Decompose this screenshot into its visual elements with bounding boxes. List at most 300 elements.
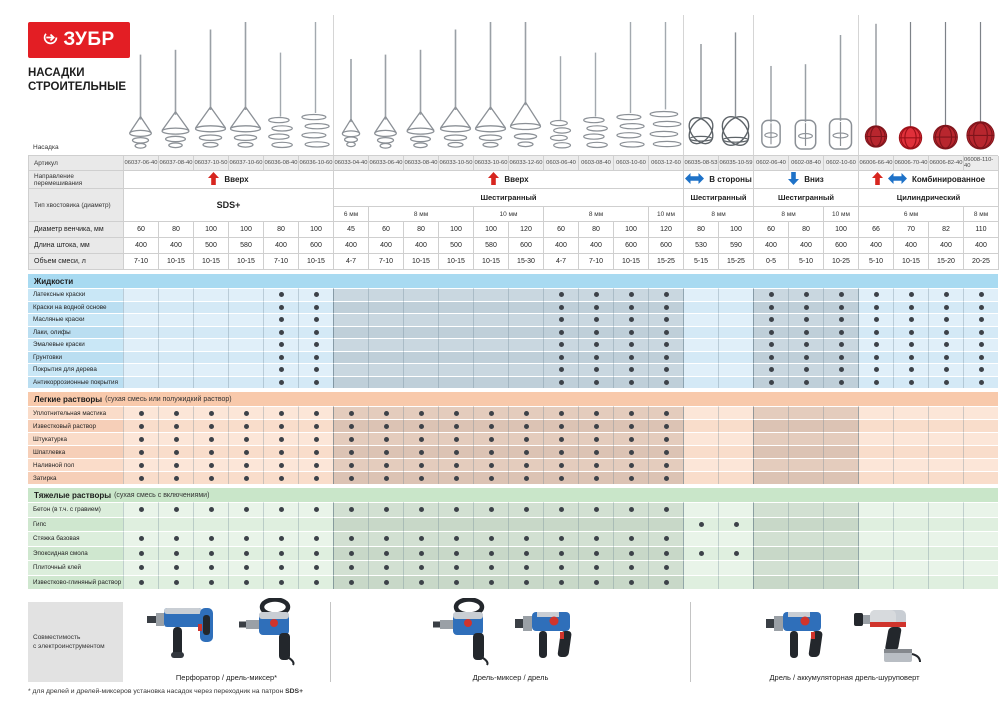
compatibility-dot bbox=[804, 355, 809, 360]
compatibility-cell bbox=[333, 575, 368, 590]
compatibility-cell bbox=[683, 546, 718, 561]
cone-paddle bbox=[473, 15, 508, 155]
compatibility-cell bbox=[263, 517, 298, 532]
compatibility-cell bbox=[298, 531, 333, 546]
compatibility-dot bbox=[664, 507, 669, 512]
compatibility-cell bbox=[858, 560, 893, 575]
compatibility-label: Совместимость с электроинструментом bbox=[28, 602, 123, 682]
volume-value: 0-5 bbox=[754, 254, 789, 270]
compatibility-dot bbox=[349, 450, 354, 455]
compatibility-dot bbox=[839, 305, 844, 310]
brand-name: ЗУБР bbox=[63, 29, 115, 50]
cage-paddle bbox=[683, 15, 718, 155]
compatibility-cell bbox=[473, 471, 508, 484]
compatibility-cell bbox=[928, 546, 963, 561]
compatibility-dot bbox=[454, 437, 459, 442]
compatibility-cell bbox=[578, 458, 613, 471]
compatibility-dot bbox=[524, 536, 529, 541]
compatibility-cell bbox=[963, 363, 998, 376]
compatibility-cell bbox=[788, 458, 823, 471]
compatibility-dot bbox=[839, 355, 844, 360]
product-matrix-table bbox=[28, 15, 998, 589]
compatibility-dot bbox=[454, 580, 459, 585]
compatibility-cell bbox=[788, 301, 823, 314]
compatibility-cell bbox=[263, 351, 298, 364]
compatibility-cell bbox=[508, 546, 543, 561]
compatibility-cell bbox=[508, 432, 543, 445]
material-label: Известково-глиняный раствор bbox=[28, 575, 123, 590]
compatibility-cell bbox=[928, 351, 963, 364]
compatibility-dot bbox=[804, 380, 809, 385]
compatibility-dot bbox=[244, 551, 249, 556]
compatibility-cell bbox=[438, 531, 473, 546]
compatibility-dot bbox=[909, 367, 914, 372]
compatibility-dot bbox=[979, 317, 984, 322]
compatibility-dot bbox=[524, 450, 529, 455]
diameter-value: 80 bbox=[684, 222, 719, 238]
length-value: 400 bbox=[579, 238, 614, 254]
shank-size-row bbox=[334, 207, 684, 222]
compatibility-dot bbox=[279, 330, 284, 335]
compatibility-cell bbox=[963, 546, 998, 561]
left-right-arrow-icon bbox=[685, 173, 704, 186]
compatibility-dot bbox=[769, 355, 774, 360]
material-row bbox=[28, 363, 998, 376]
compatibility-dot bbox=[909, 330, 914, 335]
compatibility-cell bbox=[893, 338, 928, 351]
compatibility-cell bbox=[123, 575, 158, 590]
compatibility-cell bbox=[858, 432, 893, 445]
compatibility-cell bbox=[368, 351, 403, 364]
article-row bbox=[29, 156, 998, 171]
compatibility-cell bbox=[613, 326, 648, 339]
volume-value: 15-25 bbox=[649, 254, 684, 270]
compatibility-cell bbox=[683, 560, 718, 575]
material-row bbox=[28, 406, 998, 419]
compatibility-dot bbox=[384, 463, 389, 468]
compatibility-cell bbox=[648, 517, 683, 532]
compatibility-cell bbox=[718, 406, 753, 419]
compatibility-cell bbox=[158, 432, 193, 445]
compatibility-cell bbox=[858, 338, 893, 351]
compatibility-cell bbox=[753, 575, 788, 590]
article-cell: 0603-06-40 bbox=[544, 156, 579, 171]
shank-size: 6 мм bbox=[334, 207, 369, 222]
compatibility-cell bbox=[543, 517, 578, 532]
compatibility-dot bbox=[279, 507, 284, 512]
compatibility-dot bbox=[979, 355, 984, 360]
article-cell: 06037-10-60 bbox=[229, 156, 264, 171]
article-cell: 06008-110-40 bbox=[964, 156, 999, 171]
compatibility-dot bbox=[629, 580, 634, 585]
compatibility-cell bbox=[893, 531, 928, 546]
volume-value: 5-15 bbox=[684, 254, 719, 270]
compatibility-dot bbox=[594, 551, 599, 556]
compatibility-cell bbox=[858, 406, 893, 419]
compatibility-dot bbox=[629, 355, 634, 360]
compatibility-cell bbox=[298, 288, 333, 301]
compatibility-cell bbox=[928, 338, 963, 351]
compatibility-dot bbox=[559, 536, 564, 541]
material-row bbox=[28, 338, 998, 351]
compatibility-cell bbox=[858, 575, 893, 590]
compatibility-cell bbox=[543, 471, 578, 484]
material-row bbox=[28, 531, 998, 546]
compatibility-dot bbox=[769, 317, 774, 322]
compatibility-cell bbox=[298, 432, 333, 445]
article-cell: 06037-06-40 bbox=[124, 156, 159, 171]
ball-paddle bbox=[928, 15, 963, 155]
compatibility-dot bbox=[174, 424, 179, 429]
compatibility-cell bbox=[473, 288, 508, 301]
compatibility-cell bbox=[648, 301, 683, 314]
compatibility-cell bbox=[228, 432, 263, 445]
compatibility-cell bbox=[753, 560, 788, 575]
section-liquids bbox=[28, 270, 998, 388]
ball-paddle bbox=[963, 15, 998, 155]
compatibility-dot bbox=[559, 580, 564, 585]
material-row bbox=[28, 326, 998, 339]
compatibility-cell bbox=[368, 301, 403, 314]
compatibility-cell bbox=[823, 560, 858, 575]
compatibility-dot bbox=[384, 536, 389, 541]
compatibility-cell bbox=[683, 445, 718, 458]
compatibility-cell bbox=[438, 288, 473, 301]
article-cell: 06036-08-40 bbox=[264, 156, 299, 171]
compatibility-dot bbox=[699, 551, 704, 556]
shank-size: 8 мм bbox=[369, 207, 474, 222]
cone-paddle bbox=[333, 15, 368, 155]
compatibility-dot bbox=[944, 342, 949, 347]
compatibility-cell bbox=[333, 351, 368, 364]
compatibility-cell bbox=[123, 560, 158, 575]
compatibility-dot bbox=[209, 463, 214, 468]
icon-drill bbox=[764, 602, 842, 671]
compatibility-cell bbox=[228, 406, 263, 419]
compatibility-cell bbox=[298, 301, 333, 314]
compatibility-cell bbox=[158, 351, 193, 364]
compatibility-dot bbox=[594, 437, 599, 442]
compatibility-cell bbox=[263, 313, 298, 326]
compatibility-cell bbox=[193, 363, 228, 376]
compatibility-cell bbox=[718, 351, 753, 364]
compatibility-cell bbox=[823, 517, 858, 532]
compatibility-dot bbox=[594, 424, 599, 429]
compatibility-dot bbox=[524, 507, 529, 512]
compatibility-dot bbox=[349, 463, 354, 468]
compatibility-dot bbox=[594, 305, 599, 310]
compatibility-cell bbox=[648, 326, 683, 339]
compatibility-dot bbox=[209, 507, 214, 512]
compatibility-dot bbox=[244, 463, 249, 468]
compatibility-cell bbox=[193, 531, 228, 546]
compatibility-cell bbox=[788, 445, 823, 458]
compatibility-cell bbox=[718, 313, 753, 326]
paddle-images-row bbox=[28, 15, 998, 155]
compatibility-cell bbox=[893, 419, 928, 432]
compatibility-cell bbox=[368, 363, 403, 376]
section-light bbox=[28, 388, 998, 484]
compatibility-dot bbox=[524, 424, 529, 429]
material-label: Штукатурка bbox=[28, 432, 123, 445]
length-value: 400 bbox=[404, 238, 439, 254]
compatibility-cell bbox=[508, 531, 543, 546]
compatibility-cell bbox=[193, 326, 228, 339]
compatibility-cell bbox=[438, 338, 473, 351]
material-row bbox=[28, 351, 998, 364]
compatibility-cell bbox=[578, 560, 613, 575]
compatibility-dot bbox=[839, 292, 844, 297]
compatibility-dot bbox=[314, 507, 319, 512]
compatibility-dot bbox=[384, 476, 389, 481]
compatibility-cell bbox=[263, 376, 298, 389]
compatibility-dot bbox=[979, 305, 984, 310]
compatibility-dot bbox=[349, 437, 354, 442]
compatibility-dot bbox=[559, 507, 564, 512]
shank-type: Шестигранный bbox=[684, 189, 754, 207]
compatibility-dot bbox=[279, 355, 284, 360]
compatibility-cell bbox=[928, 376, 963, 389]
compatibility-cell bbox=[333, 560, 368, 575]
compatibility-dot bbox=[139, 411, 144, 416]
compatibility-cell bbox=[438, 351, 473, 364]
material-label: Уплотнительная мастика bbox=[28, 406, 123, 419]
diameter-value: 80 bbox=[579, 222, 614, 238]
compatibility-dot bbox=[559, 342, 564, 347]
compatibility-dot bbox=[769, 380, 774, 385]
shank-group-hex-up bbox=[334, 189, 684, 222]
compatibility-cell bbox=[928, 575, 963, 590]
article-cell: 06033-06-40 bbox=[369, 156, 404, 171]
compatibility-cell bbox=[718, 458, 753, 471]
compatibility-cell bbox=[963, 288, 998, 301]
compatibility-cell bbox=[298, 338, 333, 351]
compatibility-cell bbox=[508, 363, 543, 376]
compatibility-dot bbox=[629, 463, 634, 468]
compatibility-cell bbox=[578, 301, 613, 314]
compatibility-cell bbox=[543, 376, 578, 389]
compatibility-cell bbox=[858, 376, 893, 389]
compatibility-cell bbox=[298, 560, 333, 575]
section-title: Легкие растворы bbox=[34, 394, 103, 404]
compatibility-dot bbox=[174, 411, 179, 416]
compatibility-cell bbox=[893, 517, 928, 532]
compatibility-dot bbox=[559, 463, 564, 468]
icon-cordless-screwdriver bbox=[852, 598, 926, 671]
compatibility-dot bbox=[489, 463, 494, 468]
shank-size: 8 мм bbox=[684, 207, 754, 222]
cone-paddle bbox=[403, 15, 438, 155]
compatibility-cell bbox=[683, 419, 718, 432]
compatibility-dot bbox=[384, 580, 389, 585]
material-label: Масляные краски bbox=[28, 313, 123, 326]
compatibility-dot bbox=[629, 424, 634, 429]
compatibility-dot bbox=[279, 476, 284, 481]
compatibility-dot bbox=[804, 330, 809, 335]
compatibility-cell bbox=[508, 445, 543, 458]
compatibility-cell bbox=[613, 560, 648, 575]
compatibility-dot bbox=[209, 476, 214, 481]
shank-size: 8 мм bbox=[964, 207, 999, 222]
compatibility-dot bbox=[384, 507, 389, 512]
compatibility-dot bbox=[419, 476, 424, 481]
compatibility-cell bbox=[613, 471, 648, 484]
compatibility-cell bbox=[578, 376, 613, 389]
article-cell: 06006-82-40 bbox=[929, 156, 964, 171]
compatibility-cell bbox=[193, 419, 228, 432]
compatibility-dot bbox=[419, 551, 424, 556]
compatibility-dot bbox=[944, 330, 949, 335]
compatibility-cell bbox=[543, 363, 578, 376]
article-cell: 06006-66-40 bbox=[859, 156, 894, 171]
compatibility-dot bbox=[349, 507, 354, 512]
compatibility-cell bbox=[963, 351, 998, 364]
compatibility-dot bbox=[454, 411, 459, 416]
volume-value: 15-25 bbox=[719, 254, 754, 270]
compatibility-dot bbox=[314, 476, 319, 481]
compatibility-dot bbox=[174, 463, 179, 468]
compatibility-cell bbox=[718, 517, 753, 532]
compatibility-cell bbox=[718, 575, 753, 590]
compatibility-cell bbox=[508, 458, 543, 471]
compatibility-cell bbox=[613, 432, 648, 445]
compatibility-cell bbox=[648, 432, 683, 445]
shank-group-sides bbox=[684, 189, 754, 222]
compatibility-cell bbox=[158, 531, 193, 546]
compatibility-cell bbox=[368, 313, 403, 326]
material-row bbox=[28, 432, 998, 445]
compatibility-dot bbox=[664, 411, 669, 416]
compatibility-dot bbox=[594, 330, 599, 335]
compatibility-dot bbox=[559, 565, 564, 570]
compatibility-cell bbox=[508, 351, 543, 364]
compatibility-cell bbox=[718, 546, 753, 561]
compatibility-dot bbox=[244, 476, 249, 481]
compatibility-cell bbox=[403, 376, 438, 389]
auger-paddle bbox=[578, 15, 613, 155]
compatibility-cell bbox=[543, 502, 578, 517]
material-label: Наливной пол bbox=[28, 458, 123, 471]
article-cell: 0603-10-60 bbox=[614, 156, 649, 171]
compatibility-dot bbox=[244, 424, 249, 429]
material-label: Лаки, олифы bbox=[28, 326, 123, 339]
compatibility-cell bbox=[613, 301, 648, 314]
compatibility-cell bbox=[368, 502, 403, 517]
direction-combo bbox=[859, 171, 999, 189]
compatibility-dot bbox=[594, 565, 599, 570]
compatibility-cell bbox=[578, 351, 613, 364]
compatibility-cell bbox=[123, 546, 158, 561]
compatibility-cell bbox=[333, 531, 368, 546]
compatibility-cell bbox=[718, 376, 753, 389]
compatibility-dot bbox=[489, 411, 494, 416]
compatibility-dot bbox=[734, 522, 739, 527]
frame-paddle bbox=[788, 15, 823, 155]
left-right-arrow-icon bbox=[888, 173, 907, 186]
compatibility-dot bbox=[559, 380, 564, 385]
compatibility-cell bbox=[543, 531, 578, 546]
compatibility-cell bbox=[823, 445, 858, 458]
compatibility-cell bbox=[263, 363, 298, 376]
compatibility-cell bbox=[508, 288, 543, 301]
length-value: 600 bbox=[824, 238, 859, 254]
compatibility-cell bbox=[403, 313, 438, 326]
compatibility-cell bbox=[963, 338, 998, 351]
compatibility-cell bbox=[893, 351, 928, 364]
compatibility-dot bbox=[244, 536, 249, 541]
compatibility-dot bbox=[139, 551, 144, 556]
compatibility-dot bbox=[139, 424, 144, 429]
diameter-value: 100 bbox=[229, 222, 264, 238]
compatibility-dot bbox=[594, 450, 599, 455]
compatibility-cell bbox=[228, 502, 263, 517]
compatibility-dot bbox=[594, 476, 599, 481]
compatibility-cell bbox=[263, 338, 298, 351]
volume-value: 15-20 bbox=[929, 254, 964, 270]
compatibility-cell bbox=[928, 502, 963, 517]
compatibility-cell bbox=[963, 575, 998, 590]
auger-paddle bbox=[263, 15, 298, 155]
diameter-value: 60 bbox=[369, 222, 404, 238]
material-label: Шпатлевка bbox=[28, 445, 123, 458]
compatibility-cell bbox=[473, 301, 508, 314]
compatibility-cell bbox=[508, 419, 543, 432]
compatibility-cell bbox=[473, 338, 508, 351]
compatibility-cell bbox=[858, 445, 893, 458]
compatibility-cell bbox=[193, 575, 228, 590]
compatibility-cell bbox=[333, 517, 368, 532]
compatibility-dot bbox=[244, 437, 249, 442]
compatibility-cell bbox=[193, 338, 228, 351]
compatibility-cell bbox=[228, 458, 263, 471]
compatibility-cell bbox=[438, 560, 473, 575]
compatibility-cell bbox=[543, 313, 578, 326]
compatibility-cell bbox=[823, 458, 858, 471]
compatibility-cell bbox=[753, 432, 788, 445]
up-arrow-icon bbox=[872, 172, 883, 187]
diameter-value: 100 bbox=[194, 222, 229, 238]
compatibility-cell bbox=[613, 338, 648, 351]
compatibility-dot bbox=[419, 450, 424, 455]
compatibility-dot bbox=[384, 565, 389, 570]
compatibility-cell bbox=[788, 406, 823, 419]
length-value: 590 bbox=[719, 238, 754, 254]
compatibility-cell bbox=[648, 471, 683, 484]
article-cell: 06033-04-40 bbox=[334, 156, 369, 171]
auger-paddle bbox=[648, 15, 683, 155]
compatibility-dot bbox=[524, 476, 529, 481]
article-cell: 06036-10-60 bbox=[299, 156, 334, 171]
compatibility-cell bbox=[298, 376, 333, 389]
compatibility-cell bbox=[298, 313, 333, 326]
compatibility-cell bbox=[193, 458, 228, 471]
compatibility-cell bbox=[683, 338, 718, 351]
compatibility-cell bbox=[298, 326, 333, 339]
compatibility-dot bbox=[769, 292, 774, 297]
compatibility-cell bbox=[158, 560, 193, 575]
direction-row bbox=[29, 171, 998, 189]
compatibility-cell bbox=[613, 288, 648, 301]
compatibility-cell bbox=[333, 471, 368, 484]
compatibility-dot bbox=[664, 305, 669, 310]
compatibility-dot bbox=[489, 450, 494, 455]
compatibility-cell bbox=[123, 313, 158, 326]
volume-value: 10-15 bbox=[474, 254, 509, 270]
compatibility-cell bbox=[893, 326, 928, 339]
compatibility-cell bbox=[333, 419, 368, 432]
compatibility-dot bbox=[559, 551, 564, 556]
compatibility-dot bbox=[314, 317, 319, 322]
